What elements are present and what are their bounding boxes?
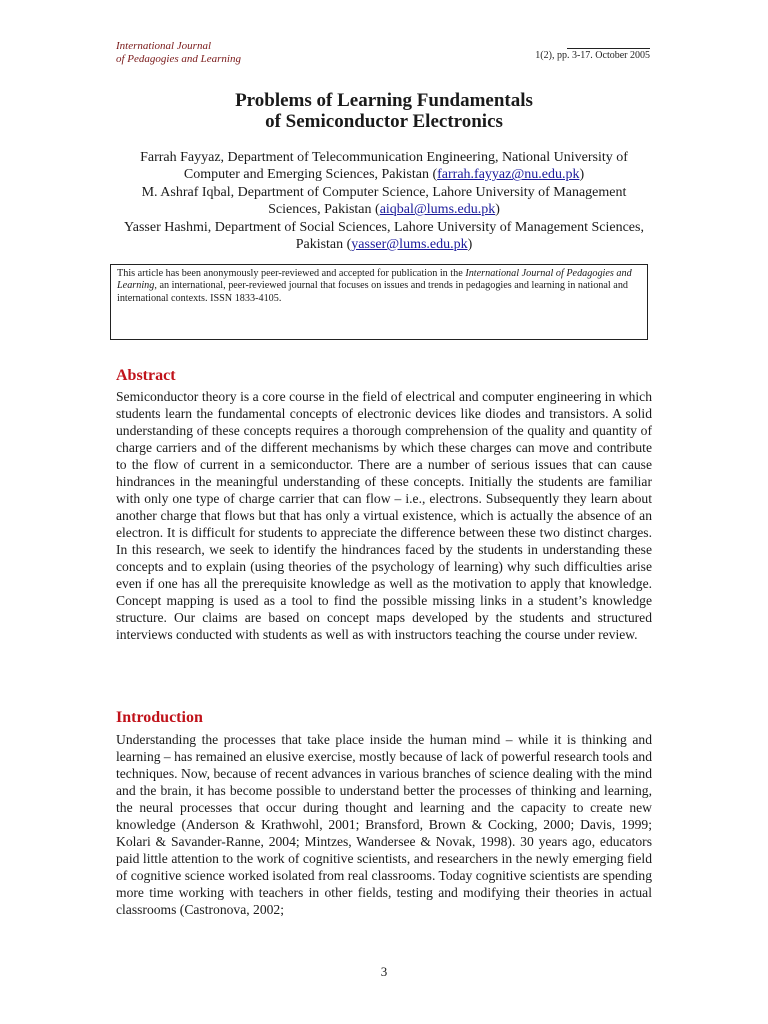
peer-review-note xyxy=(110,264,648,340)
journal-name-line2: of Pedagogies and Learning xyxy=(116,53,241,65)
paper-title-line2: of Semiconductor Electronics xyxy=(265,111,503,132)
review-note-journal: International Journal of Pedagogies and Learning xyxy=(117,268,632,292)
introduction-heading: Introduction xyxy=(116,709,203,726)
author-2-affiliation: M. Ashraf Iqbal, Department of Computer Science, Lahore University of Management Sciences, Pakistan ( xyxy=(141,184,627,218)
author-3-email-link[interactable]: yasser@lums.edu.pk xyxy=(351,237,468,253)
issue-info: 1(2), pp. 3-17. October 2005 xyxy=(535,50,650,61)
journal-name-line1: International Journal xyxy=(116,40,212,52)
paper-title-line1: Problems of Learning Fundamentals xyxy=(235,90,533,111)
paper-title xyxy=(116,90,652,132)
author-1 xyxy=(116,149,652,184)
abstract-body: Semiconductor theory is a core course in the field of electrical and computer engineering in which students learn the fundamental concepts of electronic devices like diodes and transistors. A solid understanding of these concepts requires a thorough comprehension of the quality and quantity of charge carriers and of the different mechanisms by which these charges can move and contribute to the flow of current in a semiconductor. There are a number of serious issues that can cause hindrances in the meaningful understanding of these concepts. Initially the students are familiar with only one type of charge carrier that can flow – i.e., electrons. Subsequently they learn about another charge that flows but that has only a virtual existence, which is actually the absence of an electron. It is difficult for students to appreciate the difference between these two distinct charges. In this research, we seek to identify the hindrances faced by the students in understanding these concepts and to explain (using theories of the psychology of learning) why such difficulties arise even if one has all the prerequisite knowledge as well as the motivation to apply that knowledge. Concept mapping is used as a tool to find the possible missing links in a student’s knowledge structure. Our claims are based on concept maps developed by the students and structured interviews conducted with students as well as with instructors teaching the course under review. xyxy=(116,389,652,642)
author-3 xyxy=(116,219,652,254)
journal-name xyxy=(116,40,241,66)
header-rule xyxy=(567,48,650,49)
author-1-email-link[interactable]: farrah.fayyaz@nu.edu.pk xyxy=(437,167,580,183)
author-1-affiliation: Farrah Fayyaz, Department of Telecommunication Engineering, National University of Computer and Emerging Sciences, Pakistan ( xyxy=(140,150,628,183)
page-number: 3 xyxy=(380,964,388,979)
author-2-email-link[interactable]: aiqbal@lums.edu.pk xyxy=(379,202,496,218)
review-note-part2: , an international, peer-reviewed journal that focuses on issues and trends in pedagogies and learning in national and international contexts. ISSN 1833-4105. xyxy=(117,280,629,304)
introduction-body: Understanding the processes that take place inside the human mind – while it is thinking and learning – has remained an elusive exercise, mostly because of lack of powerful research tools and techniques. Now, because of recent advances in various branches of science dealing with the mind and the brain, it has become possible to understand better the processes of thinking and learning, the neural processes that occur during thought and learning and the capacity to create new knowledge (Anderson & Krathwohl, 2001; Bransford, Brown & Cocking, 2000; Davis, 1999; Kolari & Savander-Ranne, 2004; Mintzes, Wandersee & Novak, 1998). 30 years ago, educators paid little attention to the work of cognitive scientists, and researchers in the newly emerging field of cognitive science worked isolated from real classrooms. Today cognitive scientists are spending more time working with teachers in other fields, testing and modifying their theories in actual classrooms (Castronova, 2002; xyxy=(116,732,652,917)
abstract-heading: Abstract xyxy=(116,367,176,384)
review-note-part1: This article has been anonymously peer-reviewed and accepted for publication in the xyxy=(117,268,466,279)
author-3-affiliation: Yasser Hashmi, Department of Social Sciences, Lahore University of Management Sciences, Pakistan ( xyxy=(124,219,644,253)
author-2 xyxy=(116,184,652,219)
author-list xyxy=(116,149,652,253)
author-2-close: ) xyxy=(495,202,500,218)
author-1-close: ) xyxy=(579,167,585,183)
author-3-close: ) xyxy=(467,237,473,253)
